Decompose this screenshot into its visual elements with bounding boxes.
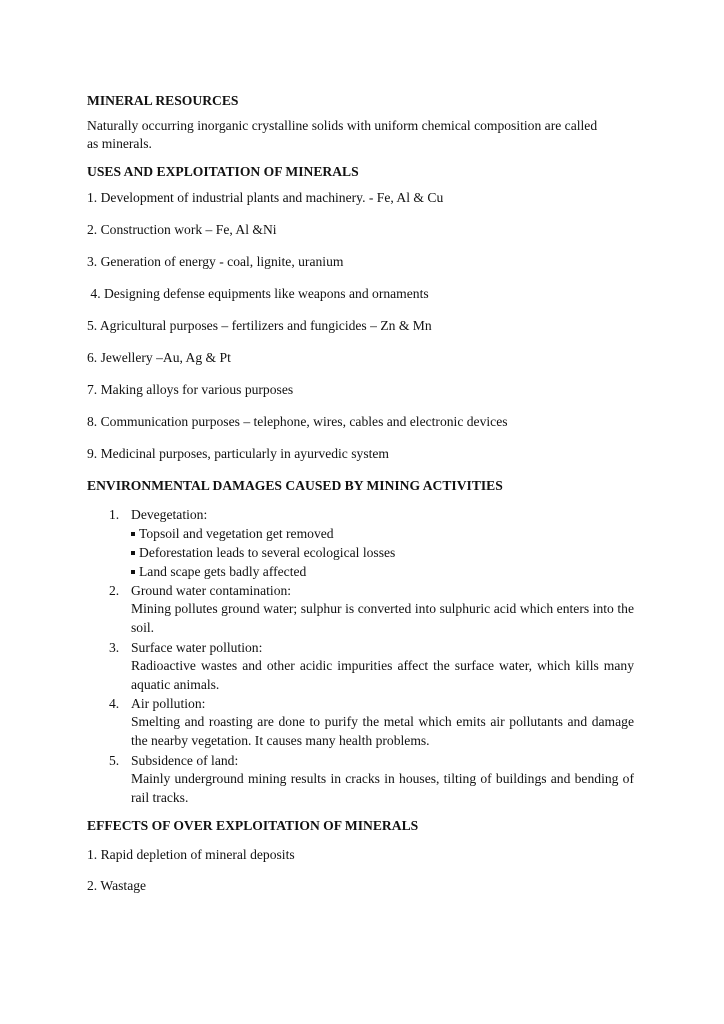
damage-number: 5.: [109, 753, 120, 768]
damage-title: Devegetation:: [131, 507, 208, 522]
page-title: MINERAL RESOURCES: [87, 93, 239, 108]
damages-heading: ENVIRONMENTAL DAMAGES CAUSED BY MINING ACTIVITIES: [87, 478, 503, 493]
bullet-text: Land scape gets badly affected: [139, 564, 307, 579]
uses-item: 4. Designing defense equipments like weapons and ornaments: [87, 286, 429, 301]
damage-number: 1.: [109, 507, 120, 522]
bullet-text: Deforestation leads to several ecological losses: [139, 545, 396, 560]
damage-title: Subsidence of land:: [131, 753, 239, 768]
damage-number: 3.: [109, 640, 120, 655]
damage-description: Smelting and roasting are done to purify the metal which emits air pollutants and damage the nearby vegetation. It causes many health problems.: [131, 714, 634, 748]
damage-title: Surface water pollution:: [131, 640, 263, 655]
damage-description: Mainly underground mining results in cracks in houses, tilting of buildings and bending of rail tracks.: [131, 771, 634, 805]
damage-description: Radioactive wastes and other acidic impurities affect the surface water, which kills many aquatic animals.: [131, 658, 634, 692]
bullet-item: [131, 545, 395, 561]
uses-item: 6. Jewellery –Au, Ag & Pt: [87, 350, 231, 365]
damage-title: Air pollution:: [131, 696, 206, 711]
uses-heading: USES AND EXPLOITATION OF MINERALS: [87, 164, 359, 179]
uses-item: 7. Making alloys for various purposes: [87, 382, 294, 397]
uses-item: 3. Generation of energy - coal, lignite, uranium: [87, 254, 344, 269]
bullet-icon: [131, 532, 135, 536]
effects-item: 1. Rapid depletion of mineral deposits: [87, 847, 295, 862]
bullet-item: [131, 564, 306, 580]
effects-heading: EFFECTS OF OVER EXPLOITATION OF MINERALS: [87, 818, 419, 833]
effects-item: 2. Wastage: [87, 878, 147, 893]
uses-item: 5. Agricultural purposes – fertilizers and fungicides – Zn & Mn: [87, 318, 432, 333]
definition-text-cont: as minerals.: [87, 136, 152, 151]
uses-item: 2. Construction work – Fe, Al &Ni: [87, 222, 277, 237]
bullet-text: Topsoil and vegetation get removed: [139, 526, 334, 541]
uses-item: 9. Medicinal purposes, particularly in ayurvedic system: [87, 446, 390, 461]
damage-description: Mining pollutes ground water; sulphur is converted into sulphuric acid which enters into the soil.: [131, 601, 634, 635]
uses-item: 8. Communication purposes – telephone, wires, cables and electronic devices: [87, 414, 508, 429]
bullet-icon: [131, 551, 135, 555]
damage-number: 2.: [109, 583, 120, 598]
bullet-item: [131, 526, 334, 542]
damage-number: 4.: [109, 696, 120, 711]
definition-text: Naturally occurring inorganic crystalline solids with uniform chemical composition are called: [87, 118, 598, 133]
damage-title: Ground water contamination:: [131, 583, 292, 598]
uses-item: 1. Development of industrial plants and machinery. - Fe, Al & Cu: [87, 190, 444, 205]
bullet-icon: [131, 570, 135, 574]
